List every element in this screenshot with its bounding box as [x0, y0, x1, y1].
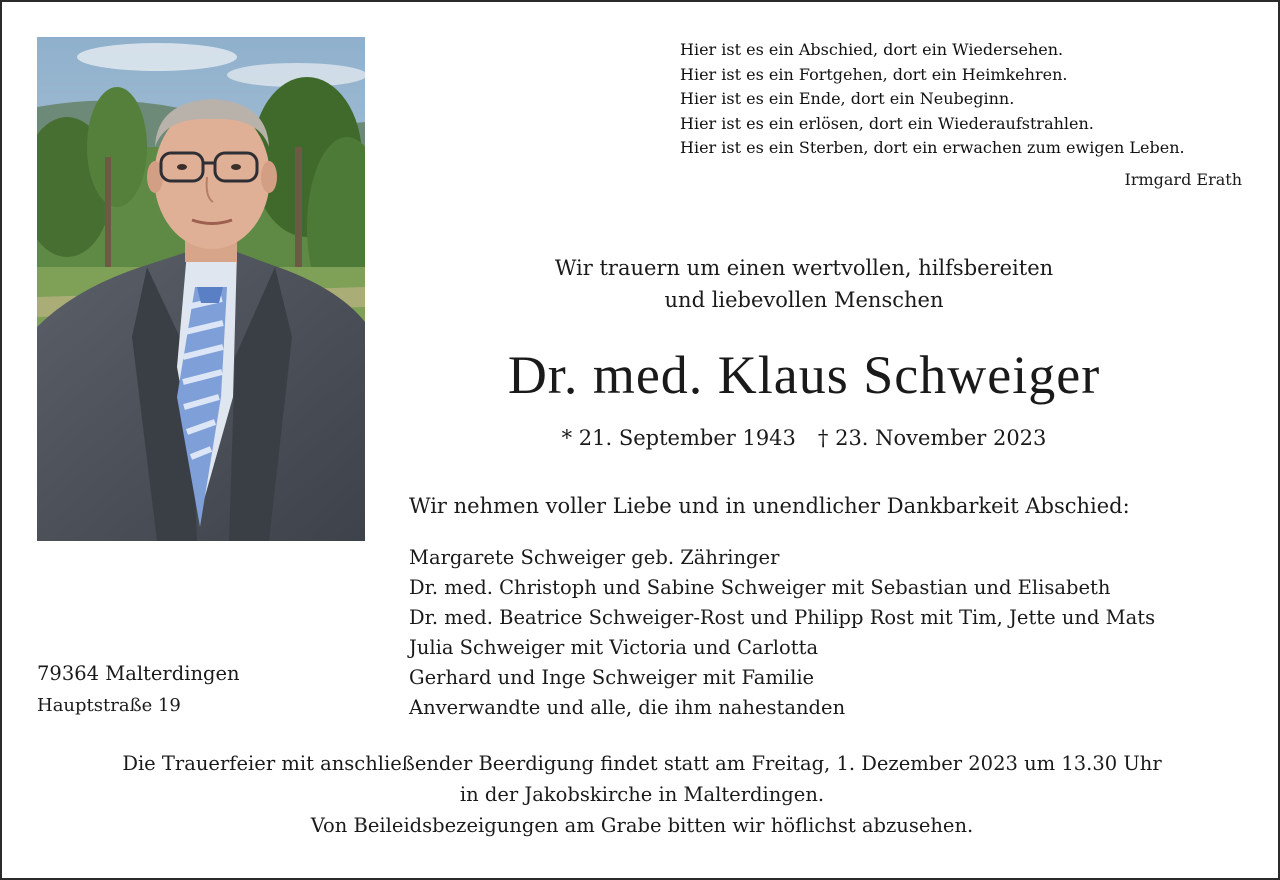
life-dates [402, 426, 1206, 450]
family-address [37, 658, 240, 722]
poem-line: Hier ist es ein erlösen, dort ein Wiederaufstrahlen. [680, 113, 1094, 133]
poem-line: Hier ist es ein Ende, dort ein Neubeginn. [680, 89, 1015, 109]
intro-line: und liebevollen Menschen [664, 288, 944, 312]
ceremony-line: Die Trauerfeier mit anschließender Beerdigung findet statt am Freitag, 1. Dezember 2023 um 13.30 Uhr [122, 752, 1162, 775]
death-date: † 23. November 2023 [817, 426, 1047, 450]
mourner-entry: Dr. med. Christoph und Sabine Schweiger mit Sebastian und Elisabeth [409, 576, 1111, 599]
poem [680, 38, 1260, 161]
poem-line: Hier ist es ein Abschied, dort ein Wiedersehen. [680, 40, 1064, 59]
poem-line: Hier ist es ein Fortgehen, dort ein Heimkehren. [680, 64, 1068, 84]
intro-line: Wir trauern um einen wertvollen, hilfsbereiten [554, 256, 1054, 280]
portrait-illustration [37, 37, 365, 541]
funeral-details [32, 748, 1252, 841]
mourner-entry: Margarete Schweiger geb. Zähringer [409, 546, 780, 569]
mourner-entry: Dr. med. Beatrice Schweiger-Rost und Philipp Rost mit Tim, Jette und Mats [409, 606, 1156, 629]
address-street: Hauptstraße 19 [37, 695, 181, 716]
poem-author: Irmgard Erath [1124, 170, 1242, 189]
farewell-statement: Wir nehmen voller Liebe und in unendlicher Dankbarkeit Abschied: [409, 494, 1130, 518]
mourner-entry: Anverwandte und alle, die ihm nahestanden [409, 696, 846, 719]
portrait-photo [37, 37, 365, 541]
ceremony-line: in der Jakobskirche in Malterdingen. [459, 783, 825, 806]
poem-line: Hier ist es ein Sterben, dort ein erwachen zum ewigen Leben. [680, 138, 1185, 158]
mourners-list [409, 543, 1155, 723]
ceremony-line: Von Beileidsbezeigungen am Grabe bitten wir höflichst abzusehen. [310, 814, 974, 837]
mourning-intro [402, 252, 1206, 316]
birth-date: * 21. September 1943 [561, 426, 796, 450]
mourner-entry: Gerhard und Inge Schweiger mit Familie [409, 666, 815, 689]
mourner-entry: Julia Schweiger mit Victoria und Carlotta [409, 636, 819, 659]
address-city: 79364 Malterdingen [37, 662, 240, 685]
deceased-name: Dr. med. Klaus Schweiger [507, 345, 1101, 405]
